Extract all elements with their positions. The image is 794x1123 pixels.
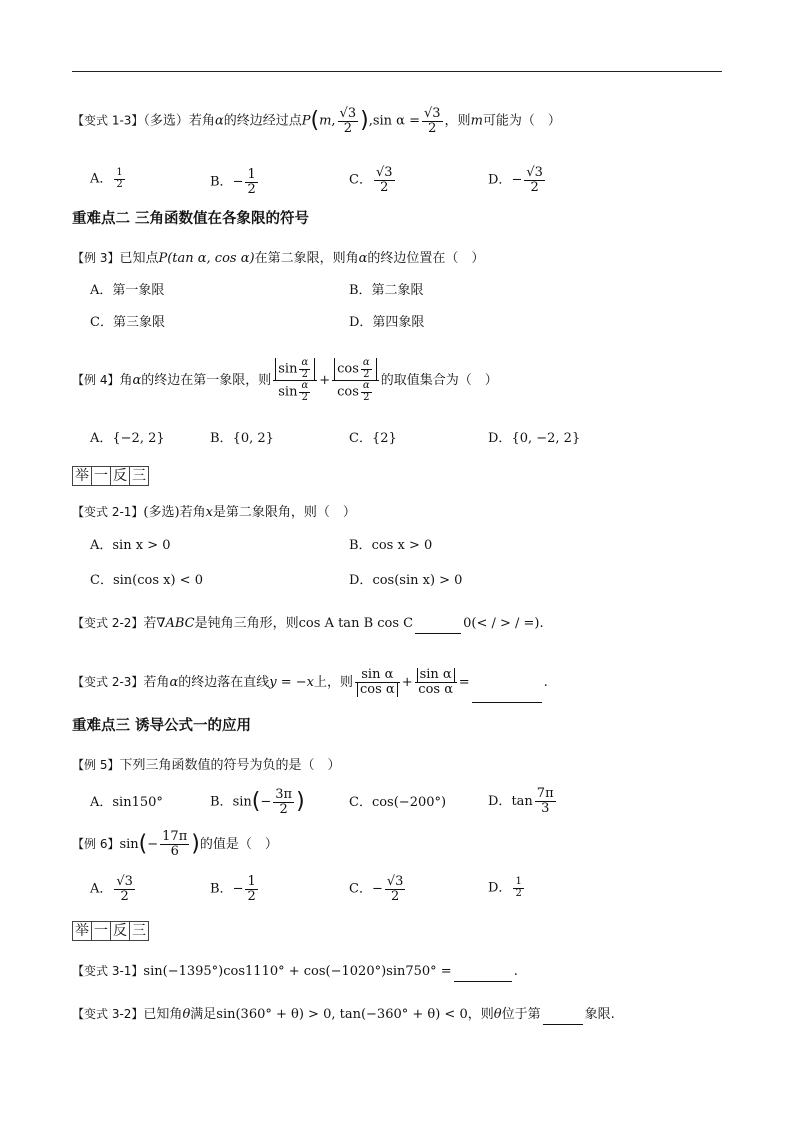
point-label: P [301, 113, 311, 129]
fraction: $\frac{√3}{2}$ [375, 165, 393, 195]
fraction: $\frac{1}{2}$ [247, 167, 256, 197]
option-c: C．sin(cos x) < 0 [90, 573, 203, 588]
option-b: B．− $\frac{1}{2}$ [210, 874, 256, 904]
option-b: B．第二象限 [349, 283, 424, 298]
alpha-symbol: α [214, 113, 224, 129]
fraction: $\frac{√3}{2}$ [386, 874, 404, 904]
option-a: A． $\frac{1}{2}$ [90, 167, 123, 190]
sin-alpha: sin α = [372, 113, 420, 129]
option-d: D．第四象限 [349, 315, 425, 330]
option-a: A．sin x > 0 [90, 538, 171, 553]
question-tag: 【变式 1-3】 [72, 113, 144, 128]
question-v2-2: 【变式 2-2】若∇ABC是钝角三角形，则cos A tan B cos C 0(< / > / =). [72, 613, 544, 634]
option-a: A．sin150° [90, 795, 163, 810]
question-ex4: 【例 4】角α的终边在第一象限，则 sin $\frac{\alpha}{2}$ sin $\frac{\alpha}{2}$ + cos $\frac{\alpha}{2}$ cos $\frac{\alpha}{2}$ 的取值集合为（ ） [72, 357, 498, 403]
section-title: 重难点三 诱导公式一的应用 [72, 718, 252, 734]
option-d: D．cos(sin x) > 0 [349, 573, 463, 588]
header-rule [72, 71, 722, 72]
big-fraction: cos $\frac{\alpha}{2}$ cos $\frac{\alpha}{2}$ [332, 358, 379, 403]
question-v1-3: 【变式 1-3】（多选）若角α的终边经过点P(m, $\frac{√3}{2}$ ),sin α = $\frac{√3}{2}$ ，则m可能为（ ） [72, 106, 561, 136]
question-v2-1: 【变式 2-1】(多选)若角x是第二象限角，则（ ） [72, 505, 356, 520]
question-ex3: 【例 3】已知点P(tan α, cos α)在第二象限，则角α的终边位置在（ ） [72, 251, 485, 266]
fraction: $\frac{7\pi}{3}$ [536, 786, 554, 816]
option-a: A．第一象限 [90, 283, 165, 298]
fraction: $\frac{√3}{2}$ [339, 106, 357, 136]
fraction: $\frac{\text{sin α}}{\text{cos α}}$ [355, 668, 400, 696]
option-b: B．cos x > 0 [349, 538, 433, 553]
fraction: $\frac{1}{2}$ [515, 876, 522, 899]
fraction: $\frac{1}{2}$ [247, 874, 256, 904]
question-v3-2: 【变式 3-2】已知角θ满足sin(360° + θ) > 0, tan(−360° + θ) < 0，则θ位于第 象限. [72, 1004, 615, 1025]
option-b: B．sin(− $\frac{3\pi}{2}$ ) [210, 786, 305, 817]
answer-blank [472, 688, 542, 703]
option-b: B．− $\frac{1}{2}$ [210, 167, 256, 197]
option-a: A．{−2, 2} [90, 431, 165, 446]
option-c: C．cos(−200°) [349, 795, 447, 810]
option-c: C．{2} [349, 431, 397, 446]
fraction: $\frac{17\pi}{6}$ [162, 829, 188, 859]
question-ex6: 【例 6】sin(− $\frac{17\pi}{6}$ )的值是（ ） [72, 829, 278, 859]
option-d: D．− $\frac{√3}{2}$ [488, 165, 543, 195]
fraction: $\frac{\text{sin α}}{\text{cos α}}$ [415, 668, 457, 696]
big-fraction: sin $\frac{\alpha}{2}$ sin $\frac{\alpha}{2}$ [273, 358, 317, 403]
answer-blank [543, 1010, 583, 1025]
fraction: $\frac{√3}{2}$ [116, 874, 133, 904]
point-expr: P(tan α, cos α) [158, 251, 255, 266]
fraction: $\frac{√3}{2}$ [526, 165, 543, 195]
fraction: $\frac{√3}{2}$ [423, 106, 441, 136]
option-d: D． $\frac{1}{2}$ [488, 876, 522, 899]
condition-expression: sin(360° + θ) > 0, tan(−360° + θ) < 0 [216, 1007, 468, 1022]
trig-expression: sin(−1395°)cos1110° + cos(−1020°)sin750° = [143, 964, 452, 979]
answer-blank [415, 619, 461, 634]
fraction: $\frac{3\pi}{2}$ [275, 786, 293, 817]
fraction: $\frac{1}{2}$ [116, 167, 123, 190]
option-c: C．− $\frac{√3}{2}$ [349, 874, 404, 904]
option-c: C． $\frac{√3}{2}$ [349, 165, 393, 195]
option-a: A． $\frac{√3}{2}$ [90, 874, 133, 904]
option-d: D．tan $\frac{7\pi}{3}$ [488, 786, 554, 816]
practice-banner: 举 一 反 三 [72, 466, 149, 486]
var-m: m [319, 113, 332, 129]
section-title: 重难点二 三角函数值在各象限的符号 [72, 211, 310, 227]
question-text: （多选）若角 [143, 113, 215, 129]
question-v3-1: 【变式 3-1】sin(−1395°)cos1110° + cos(−1020°)sin750° = . [72, 961, 518, 982]
practice-banner: 举 一 反 三 [72, 921, 149, 941]
question-text: 的终边经过点 [223, 113, 302, 129]
question-ex5: 【例 5】下列三角函数值的符号为负的是（ ） [72, 758, 341, 773]
answer-blank [454, 967, 512, 982]
option-d: D．{0, −2, 2} [488, 431, 581, 446]
question-v2-3: 【变式 2-3】若角α的终边落在直线y = −x上，则 $\frac{\text{sin α}}{\text{cos α}}$ + $\frac{\text{sin α}}{\text{cos α}}$ = . [72, 662, 548, 703]
option-c: C．第三象限 [90, 315, 165, 330]
option-b: B．{0, 2} [210, 431, 274, 446]
trig-expression: cos A tan B cos C [298, 616, 414, 631]
